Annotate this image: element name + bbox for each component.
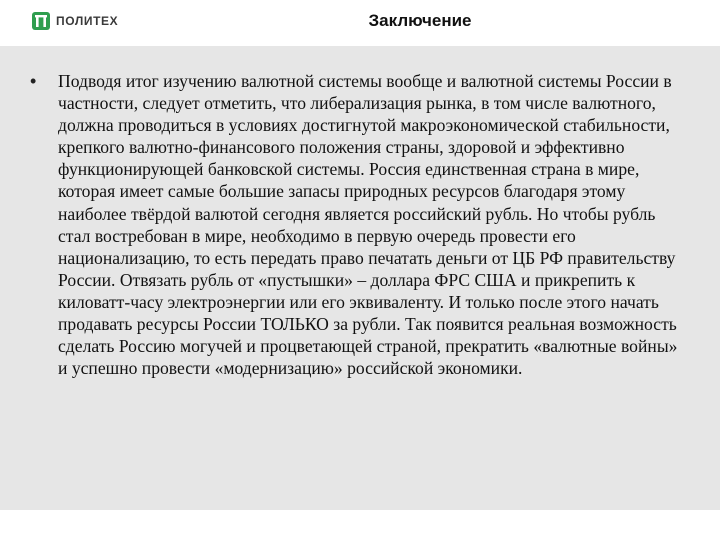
politekh-logo [32, 12, 118, 30]
politekh-logo-icon [32, 12, 50, 30]
conclusion-paragraph: Подводя итог изучению валютной системы вообще и валютной системы России в частности, следует отметить, что либерализация рынка, в том числе валютного, должна проводиться в условиях достигнутой макроэкономической стабильности, крепкого валютно-финансового положения страны, здоровой и эффективно функционирующей банковской системы. Россия единственная страна в мире, которая имеет самые большие запасы природных ресурсов благодаря этому наиболее твёрдой валютой сегодня является российский рубль. Но чтобы рубль стал востребован в мире, необходимо в первую очередь провести его национализацию, то есть передать право печатать деньги от ЦБ РФ правительству России. Отвязать рубль от «пустышки» – доллара ФРС США и прикрепить к киловатт-часу электроэнергии или его эквиваленту. И только после этого начать продавать ресурсы России ТОЛЬКО за рубли. Так появится реальная возможность сделать Россию могучей и процветающей страной, прекратить «валютные войны» и успешно провести «модернизацию» российской экономики. [58, 71, 678, 379]
slide-header [0, 0, 720, 46]
bullet-marker: • [30, 71, 37, 91]
bullet-item [30, 70, 690, 379]
slide-title: Заключение [368, 11, 472, 30]
logo-text: ПОЛИТЕХ [56, 14, 119, 28]
content-panel [0, 46, 720, 510]
